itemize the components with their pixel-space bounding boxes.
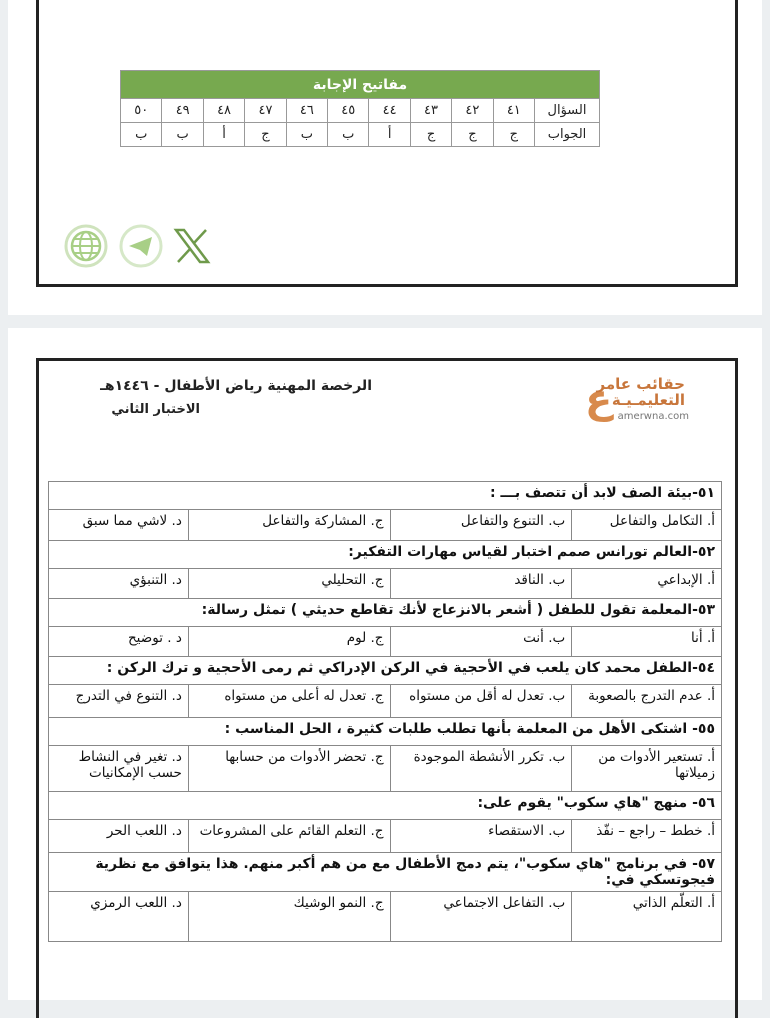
answer-option[interactable]: ج. التحليلي (188, 569, 390, 599)
answer-value: أ (369, 123, 410, 147)
question-text: ٥٤-الطفل محمد كان يلعب في الأحجية في الركن الإدراكي ثم رمى الأحجية و ترك الركن : (49, 657, 722, 685)
answer-value: ج (452, 123, 493, 147)
options-row (49, 892, 722, 942)
answer-option[interactable]: ج. تحضر الأدوات من حسابها (188, 746, 390, 792)
answer-option[interactable]: أ. تستعير الأدوات من زميلاتها (572, 746, 722, 792)
answer-value: ب (286, 123, 327, 147)
question-number: ٤٤ (369, 99, 410, 123)
answer-value: ج (493, 123, 534, 147)
logo (585, 375, 695, 425)
answer-option[interactable]: د. اللعب الحر (49, 820, 189, 853)
answer-option[interactable]: أ. عدم التدرج بالصعوبة (572, 685, 722, 718)
answer-key-table (120, 70, 600, 147)
answer-option[interactable]: ج. التعلم القائم على المشروعات (188, 820, 390, 853)
question-number: ٤٢ (452, 99, 493, 123)
answer-option[interactable]: د. لاشي مما سبق (49, 510, 189, 541)
question-number: ٤٧ (245, 99, 286, 123)
answer-option[interactable]: ج. المشاركة والتفاعل (188, 510, 390, 541)
answer-option[interactable]: ج. تعدل له أعلى من مستواه (188, 685, 390, 718)
question-text: ٥٦- منهج "هاي سكوب" يقوم على: (49, 792, 722, 820)
answer-option[interactable]: أ. التكامل والتفاعل (572, 510, 722, 541)
question-label: السؤال (535, 99, 600, 123)
question-row (49, 792, 722, 820)
answer-option[interactable]: أ. الإبداعي (572, 569, 722, 599)
options-row (49, 510, 722, 541)
answer-row (121, 123, 600, 147)
logo-line2: التعليمـيـة (611, 391, 685, 409)
question-row (49, 718, 722, 746)
logo-line1: حقائب عامر (596, 375, 685, 393)
question-text: ٥١-بيئة الصف لابد أن تتصف بـــ : (49, 482, 722, 510)
answer-option[interactable]: أ. التعلّم الذاتي (572, 892, 722, 942)
question-number: ٤٩ (162, 99, 203, 123)
question-number: ٤٣ (410, 99, 451, 123)
exam-title: الرخصة المهنية رياض الأطفال - ١٤٤٦هـ (100, 378, 372, 394)
answer-value: ج (245, 123, 286, 147)
answer-option[interactable]: أ. خطط – راجع – نفّذ (572, 820, 722, 853)
answer-option[interactable]: ب. الناقد (390, 569, 572, 599)
answer-value: ب (121, 123, 162, 147)
options-row (49, 685, 722, 718)
answer-value: ب (328, 123, 369, 147)
options-row (49, 746, 722, 792)
answer-option[interactable]: د. تغير في النشاط حسب الإمكانيات (49, 746, 189, 792)
answer-option[interactable]: ج. لوم (188, 627, 390, 657)
answer-value: ب (162, 123, 203, 147)
logo-mark: ع (585, 376, 613, 422)
answer-option[interactable]: ب. التفاعل الاجتماعي (390, 892, 572, 942)
question-text: ٥٢-العالم تورانس صمم اختبار لقياس مهارات التفكير: (49, 541, 722, 569)
answer-option[interactable]: د . توضيح (49, 627, 189, 657)
options-row (49, 820, 722, 853)
answer-label: الجواب (535, 123, 600, 147)
answer-option[interactable]: د. التنوع في التدرج (49, 685, 189, 718)
answer-option[interactable]: ب. التنوع والتفاعل (390, 510, 572, 541)
answer-option[interactable]: ب. تكرر الأنشطة الموجودة (390, 746, 572, 792)
answer-value: أ (203, 123, 244, 147)
x-icon[interactable] (170, 224, 214, 268)
question-text: ٥٥- اشتكى الأهل من المعلمة بأنها تطلب طلبات كثيرة ، الحل المناسب : (49, 718, 722, 746)
options-row (49, 627, 722, 657)
answer-option[interactable]: ب. الاستقصاء (390, 820, 572, 853)
question-number: ٥٠ (121, 99, 162, 123)
answer-option[interactable]: د. التنبؤي (49, 569, 189, 599)
question-row (49, 853, 722, 892)
question-row (49, 657, 722, 685)
exam-subtitle: الاختبار الثاني (111, 402, 200, 417)
question-row (49, 482, 722, 510)
answer-key-title: مفاتيح الإجابة (121, 71, 600, 99)
logo-url: amerwna.com (617, 411, 689, 422)
answer-option[interactable]: ب. أنت (390, 627, 572, 657)
telegram-icon[interactable] (119, 224, 163, 268)
options-row (49, 569, 722, 599)
answer-option[interactable]: ج. النمو الوشيك (188, 892, 390, 942)
question-row (121, 99, 600, 123)
question-number: ٤٦ (286, 99, 327, 123)
questions-table (48, 481, 722, 942)
answer-value: ج (410, 123, 451, 147)
answer-option[interactable]: د. اللعب الرمزي (49, 892, 189, 942)
globe-icon[interactable] (64, 224, 108, 268)
question-text: ٥٣-المعلمة تقول للطفل ( أشعر بالانزعاج لأنك تقاطع حديثي ) تمثل رسالة: (49, 599, 722, 627)
answer-option[interactable]: أ. أنا (572, 627, 722, 657)
question-number: ٤٨ (203, 99, 244, 123)
question-number: ٤١ (493, 99, 534, 123)
question-text: ٥٧- في برنامج "هاي سكوب"، يتم دمج الأطفال مع من هم أكبر منهم. هذا يتوافق مع نظرية فيجوتسكي في: (49, 853, 722, 892)
question-row (49, 541, 722, 569)
answer-option[interactable]: ب. تعدل له أقل من مستواه (390, 685, 572, 718)
question-number: ٤٥ (328, 99, 369, 123)
question-row (49, 599, 722, 627)
